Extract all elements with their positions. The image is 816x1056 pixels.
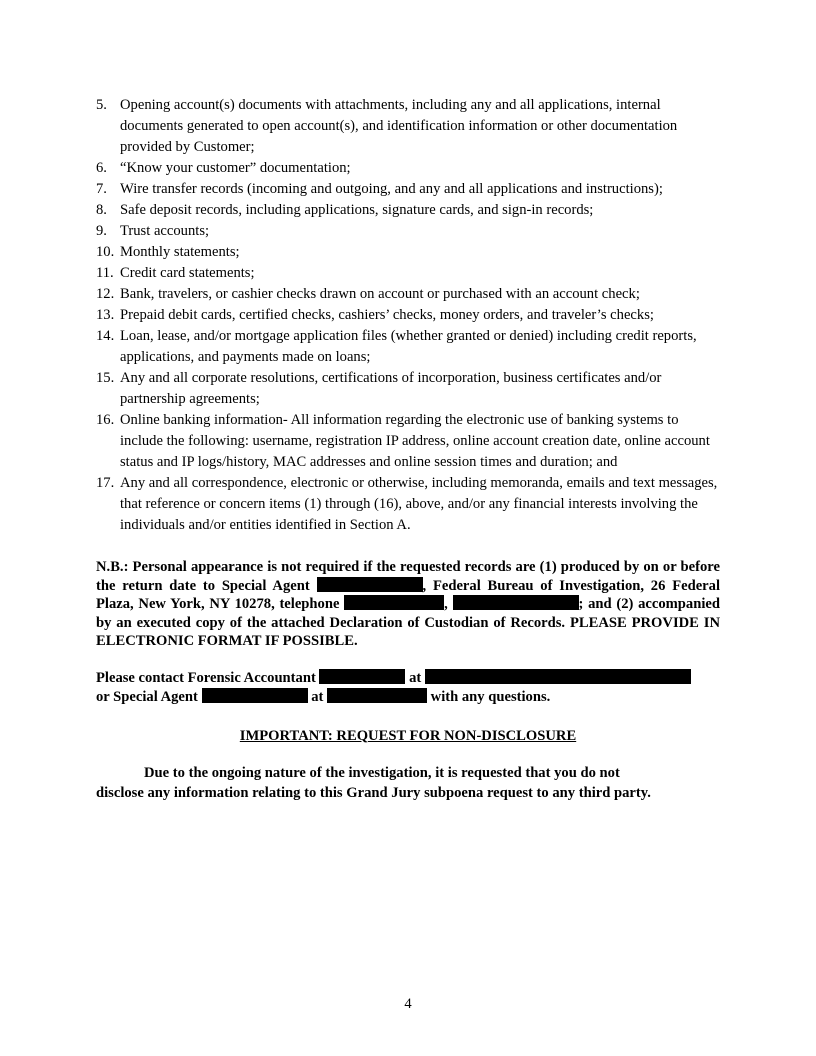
item-text: Loan, lease, and/or mortgage application files (whether granted or denied) including credit reports, applications, and payments made on loans; — [120, 328, 697, 365]
list-item — [96, 95, 720, 158]
non-disclosure-line: Due to the ongoing nature of the investigation, it is requested that you do not — [144, 764, 620, 781]
item-text: Opening account(s) documents with attachments, including any and all applications, internal documents generated to open account(s), and identification information or other documentation provided by Customer; — [120, 97, 678, 155]
item-number: 16. — [96, 412, 115, 428]
contact-text: with any questions. — [427, 689, 551, 705]
item-number: 9. — [96, 223, 107, 239]
item-number: 13. — [96, 307, 115, 323]
list-item — [96, 473, 720, 536]
contact-line — [96, 688, 720, 708]
redaction-box — [317, 577, 423, 592]
nb-text: , — [444, 596, 453, 612]
list-item — [96, 326, 720, 368]
list-item — [96, 179, 720, 200]
item-text: Online banking information- All information regarding the electronic use of banking systems to include the following: username, registration IP address, online account creation date, online account status and IP logs/history, MAC addresses and online session times and duration; and — [120, 412, 710, 470]
item-number: 17. — [96, 475, 115, 491]
item-text: Monthly statements; — [120, 244, 240, 260]
page-content — [96, 95, 720, 803]
contact-text: Please contact Forensic Accountant — [96, 669, 320, 686]
nb-text: ; and (2) accompanied by an executed copy of the attached Declaration of Custodian of Records. PLEASE PROVIDE IN ELECTRONIC FORMAT IF POSSIBLE. — [96, 596, 720, 649]
list-item — [96, 221, 720, 242]
item-number: 6. — [96, 160, 107, 176]
list-item — [96, 410, 720, 473]
item-number: 11. — [96, 265, 114, 281]
list-item — [96, 368, 720, 410]
redaction-box — [453, 595, 579, 610]
nb-text: , Federal Bureau of Investigation, 26 Federal Plaza, New York, NY 10278, telephone — [96, 577, 721, 612]
redaction-box — [425, 669, 691, 684]
item-text: Prepaid debit cards, certified checks, cashiers’ checks, money orders, and traveler’s checks; — [120, 307, 654, 323]
item-text: Wire transfer records (incoming and outgoing, and any and all applications and instructions); — [120, 181, 663, 197]
list-item — [96, 200, 720, 221]
non-disclosure-line: disclose any information relating to this Grand Jury subpoena request to any third party. — [96, 784, 651, 801]
item-text: Bank, travelers, or cashier checks drawn on account or purchased with an account check; — [120, 286, 640, 302]
item-number: 15. — [96, 370, 115, 386]
item-number: 12. — [96, 286, 115, 302]
item-number: 5. — [96, 97, 107, 113]
item-text: Credit card statements; — [120, 265, 255, 281]
item-text: Safe deposit records, including applications, signature cards, and sign-in records; — [120, 202, 594, 218]
contact-text: at — [307, 689, 328, 705]
contact-text: at — [405, 669, 425, 686]
non-disclosure-paragraph — [96, 763, 720, 803]
section-heading: IMPORTANT: REQUEST FOR NON-DISCLOSURE — [239, 727, 577, 744]
redaction-box — [327, 688, 427, 703]
contact-text: or Special Agent — [96, 689, 202, 705]
item-number: 7. — [96, 181, 107, 197]
records-list — [96, 95, 720, 536]
nb-notice — [96, 558, 720, 651]
contact-line — [96, 669, 720, 689]
item-number: 8. — [96, 202, 107, 218]
item-text: Trust accounts; — [120, 223, 210, 239]
item-text: “Know your customer” documentation; — [120, 160, 351, 176]
item-text: Any and all correspondence, electronic or otherwise, including memoranda, emails and text messages, that reference or concern items (1) through (16), above, and/or any financial interests involving the individuals and/or entities identified in Section A. — [120, 475, 718, 533]
page-number: 4 — [404, 996, 412, 1012]
list-item — [96, 263, 720, 284]
redaction-box — [344, 595, 444, 610]
nb-text: N.B.: Personal appearance is not required if the requested records are (1) produced by on or before the return date to Special Agent — [96, 559, 720, 594]
list-item — [96, 284, 720, 305]
item-text: Any and all corporate resolutions, certifications of incorporation, business certificates and/or partnership agreements; — [120, 370, 662, 407]
redaction-box — [202, 688, 308, 703]
contact-paragraph — [96, 669, 720, 708]
list-item — [96, 305, 720, 326]
list-item — [96, 158, 720, 179]
redaction-box — [319, 669, 405, 684]
list-item — [96, 242, 720, 263]
item-number: 14. — [96, 328, 115, 344]
item-number: 10. — [96, 244, 115, 260]
